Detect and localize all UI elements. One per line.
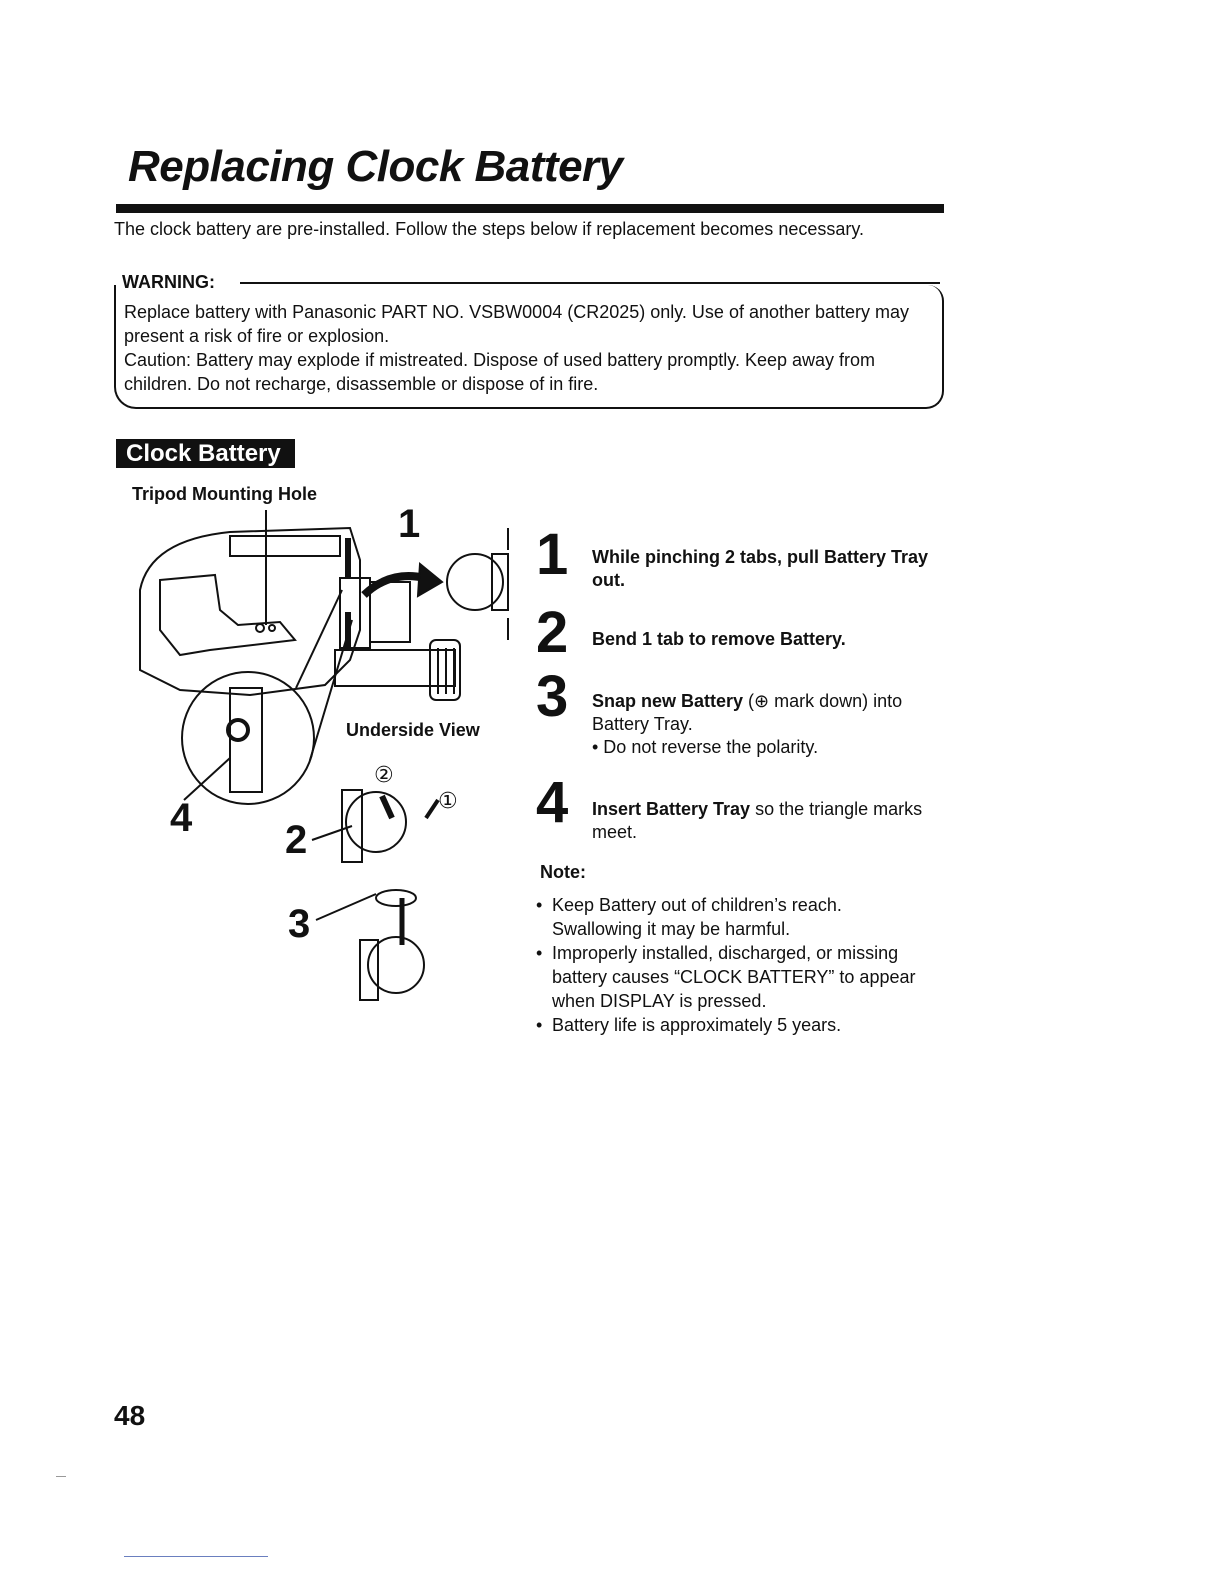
empty-tray-icon [368, 937, 424, 993]
section-badge: Clock Battery [116, 439, 295, 468]
bottom-rule [124, 1556, 268, 1557]
step-3-rest: (⊕ mark down) into Battery Tray. [592, 691, 903, 734]
battery-pack-outline [370, 582, 410, 642]
bend-arrow-icon [382, 796, 392, 818]
note-item: • Battery life is approximately 5 years. [536, 1013, 936, 1037]
pull-out-arrowhead-icon [418, 564, 442, 596]
step-4-bold: Insert Battery Tray [592, 799, 751, 819]
step-3-text [592, 690, 942, 759]
title-rule [116, 204, 944, 213]
figure-step-4-label: 4 [170, 796, 193, 840]
page-title: Replacing Clock Battery [128, 142, 623, 191]
page-number: 48 [114, 1400, 146, 1431]
figure-step-1-label: 1 [398, 502, 421, 546]
step-1-text [592, 546, 942, 592]
figure-label-underside: Underside View [346, 720, 480, 740]
coin-battery-icon [376, 890, 416, 906]
step2-leader-line [312, 826, 352, 840]
step-2-text [592, 628, 942, 651]
step-3-number: 3 [536, 664, 569, 729]
note-item: • Keep Battery out of children’s reach. Swallowing it may be harmful. [536, 893, 936, 941]
warning-text-1: Replace battery with Panasonic PART NO. VSBW0004 (CR2025) only. Use of another battery may present a risk of fire or explosion. [124, 302, 910, 346]
tripod-hole-icon [256, 624, 264, 632]
step-1-number: 1 [536, 522, 569, 587]
warning-top-rule [240, 282, 940, 284]
battery-tray-removed-icon [447, 554, 503, 610]
figure-step-3-label: 3 [288, 902, 311, 946]
camcorder-underside-panel [160, 575, 295, 655]
step-4-number: 4 [536, 770, 569, 835]
warning-label: WARNING: [122, 272, 221, 293]
release-arrow-icon [426, 800, 438, 818]
margin-mark [56, 1476, 66, 1477]
marker-1: ① [438, 789, 458, 814]
camcorder-battery-diagram [120, 500, 520, 1010]
step-2-bold: Bend 1 tab to remove Battery. [592, 629, 846, 649]
warning-text-2: Caution: Battery may explode if mistreated. Dispose of used battery promptly. Keep away from children. Do not recharge, disassemble or dispose of in fire. [124, 350, 876, 394]
step-1-bold: While pinching 2 tabs, pull Battery Tray out. [592, 547, 929, 590]
figure-step-2-label: 2 [285, 818, 308, 862]
camcorder-body-outline [140, 528, 360, 695]
note-heading: Note: [540, 862, 586, 882]
step3-leader-line [316, 894, 376, 920]
step-2-number: 2 [536, 600, 569, 665]
pull-out-arrow-icon [364, 576, 425, 595]
figure-label-tripod-hole: Tripod Mounting Hole [132, 484, 317, 504]
battery-in-tray-icon [346, 792, 406, 852]
warning-body [124, 300, 936, 396]
marker-2: ② [374, 763, 394, 788]
step-4-text [592, 798, 942, 844]
step4-leader-line [184, 758, 230, 800]
note-list [536, 893, 936, 1037]
camcorder-top-panel [230, 536, 340, 556]
intro-text: The clock battery are pre-installed. Follow the steps below if replacement becomes necessary. [114, 219, 865, 239]
screw-icon [269, 625, 275, 631]
step-3-bold: Snap new Battery [592, 691, 744, 711]
note-item: • Improperly installed, discharged, or missing battery causes “CLOCK BATTERY” to appear when DISPLAY is pressed. [536, 941, 936, 1013]
step-4-rest: so the triangle marks meet. [592, 799, 923, 842]
step-3-subnote: • Do not reverse the polarity. [592, 737, 819, 757]
